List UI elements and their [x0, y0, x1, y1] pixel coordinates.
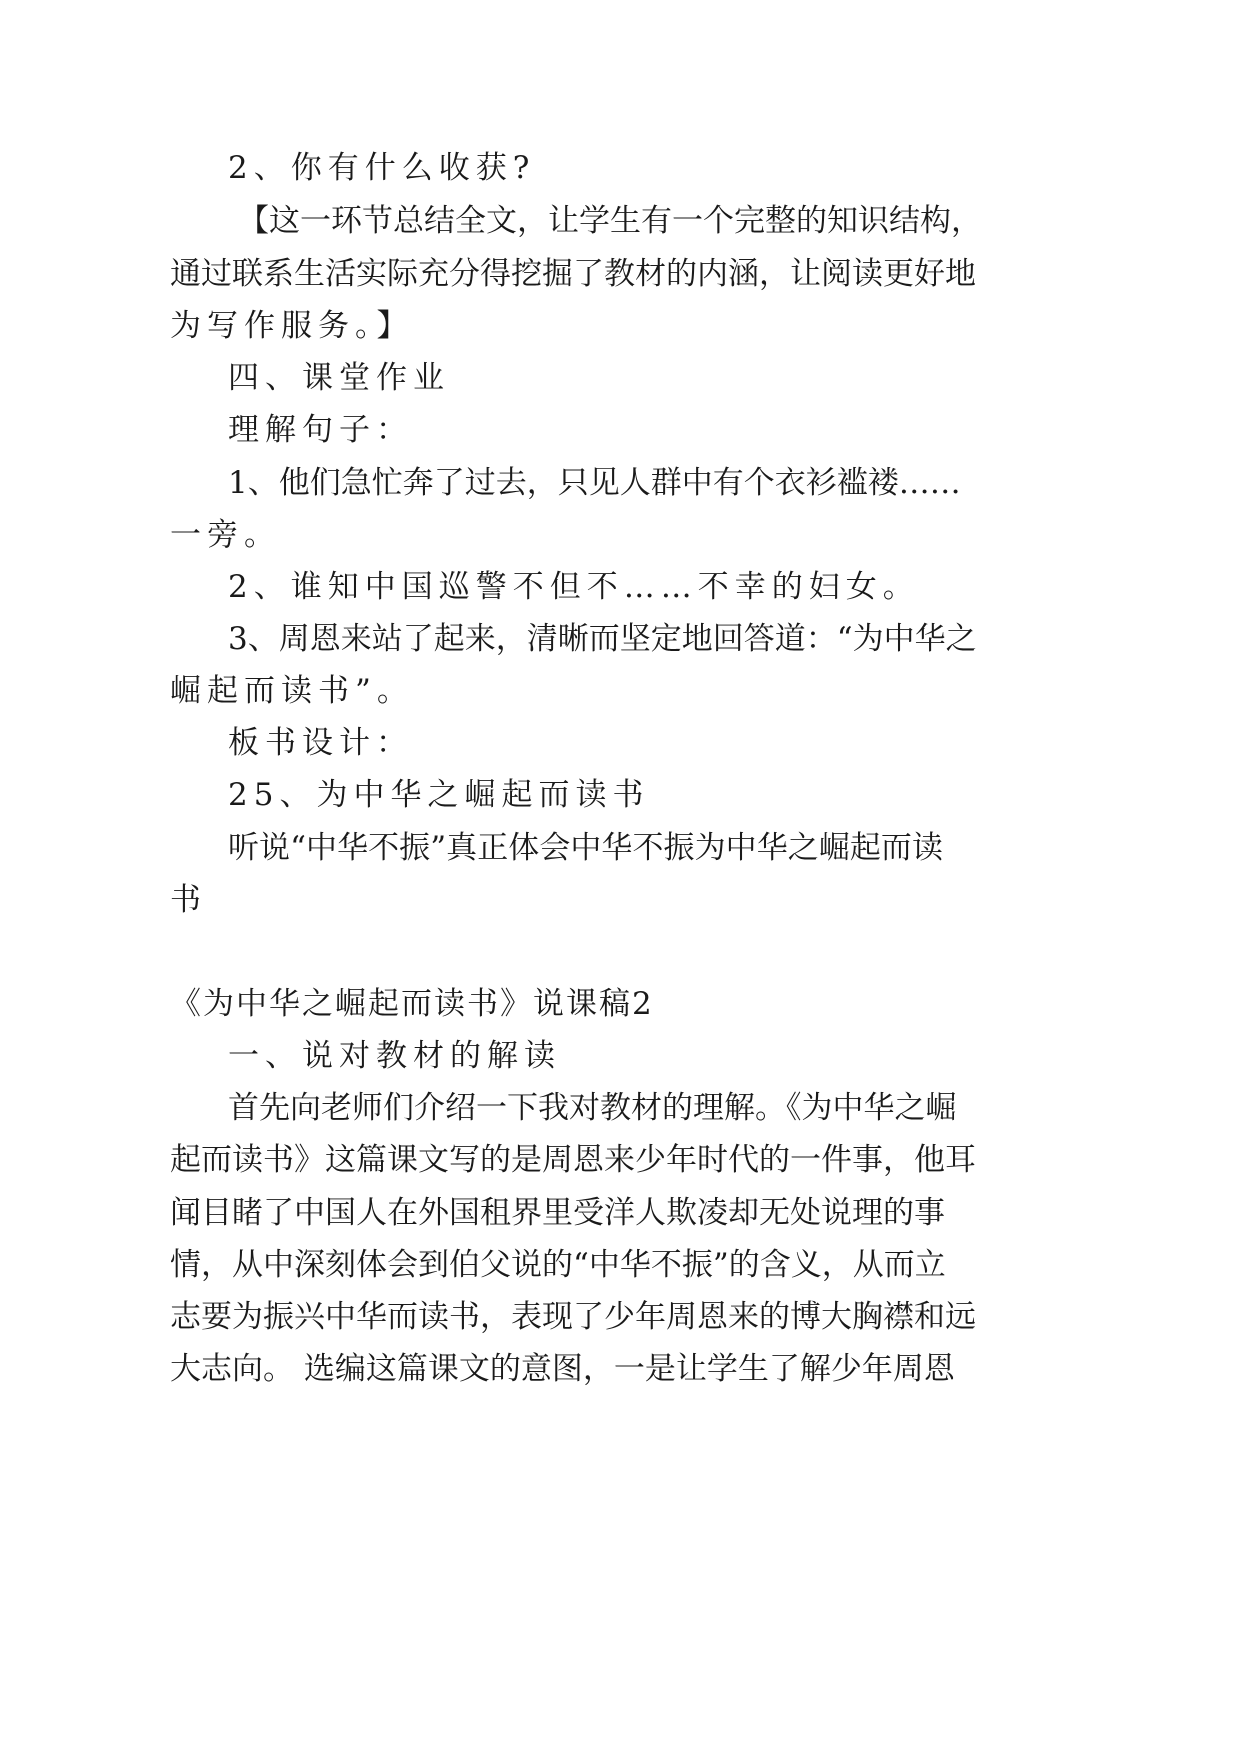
sentence-1-line-1: 1、他们急忙奔了过去，只见人群中有个衣衫褴褛……	[228, 465, 961, 501]
paragraph-line-6: 大志向。 选编这篇课文的意图，一是让学生了解少年周恩	[170, 1351, 955, 1387]
paragraph-line-5: 志要为振兴中华而读书，表现了少年周恩来的博大胸襟和远	[170, 1299, 976, 1335]
paragraph-line-4: 情，从中深刻体会到伯父说的“中华不振”的含义，从而立	[170, 1247, 946, 1283]
annotation-line-2: 通过联系生活实际充分得挖掘了教材的内涵，让阅读更好地	[170, 256, 976, 292]
section-heading-homework: 四、课堂作业	[228, 360, 450, 396]
article-title: 《为中华之崛起而读书》说课稿2	[170, 986, 654, 1022]
section-heading-textbook: 一、说对教材的解读	[228, 1038, 561, 1074]
annotation-line-1: 【这一环节总结全文，让学生有一个完整的知识结构，	[238, 203, 982, 239]
sentence-3-line-2: 崛起而读书”。	[170, 673, 414, 709]
board-design-line-2: 书	[170, 882, 207, 918]
board-design-title: 25、为中华之崛起而读书	[228, 777, 650, 813]
board-design-line-1: 听说“中华不振”真正体会中华不振为中华之崛起而读	[228, 830, 943, 866]
paragraph-line-3: 闻目睹了中国人在外国租界里受洋人欺凌却无处说理的事	[170, 1195, 945, 1231]
sentence-1-line-2: 一旁。	[170, 517, 281, 553]
sentence-3-line-1: 3、周恩来站了起来，清晰而坚定地回答道：“为中华之	[228, 621, 977, 657]
subheading-understand-sentences: 理解句子：	[228, 412, 413, 448]
paragraph-line-1: 首先向老师们介绍一下我对教材的理解。《为中华之崛	[228, 1090, 957, 1126]
sentence-2: 2、谁知中国巡警不但不……不幸的妇女。	[228, 569, 920, 605]
subheading-board-design: 板书设计：	[228, 725, 413, 761]
annotation-line-3: 为写作服务。】	[170, 308, 414, 344]
question-2: 2、你有什么收获?	[228, 150, 536, 186]
paragraph-line-2: 起而读书》这篇课文写的是周恩来少年时代的一件事，他耳	[170, 1142, 976, 1178]
